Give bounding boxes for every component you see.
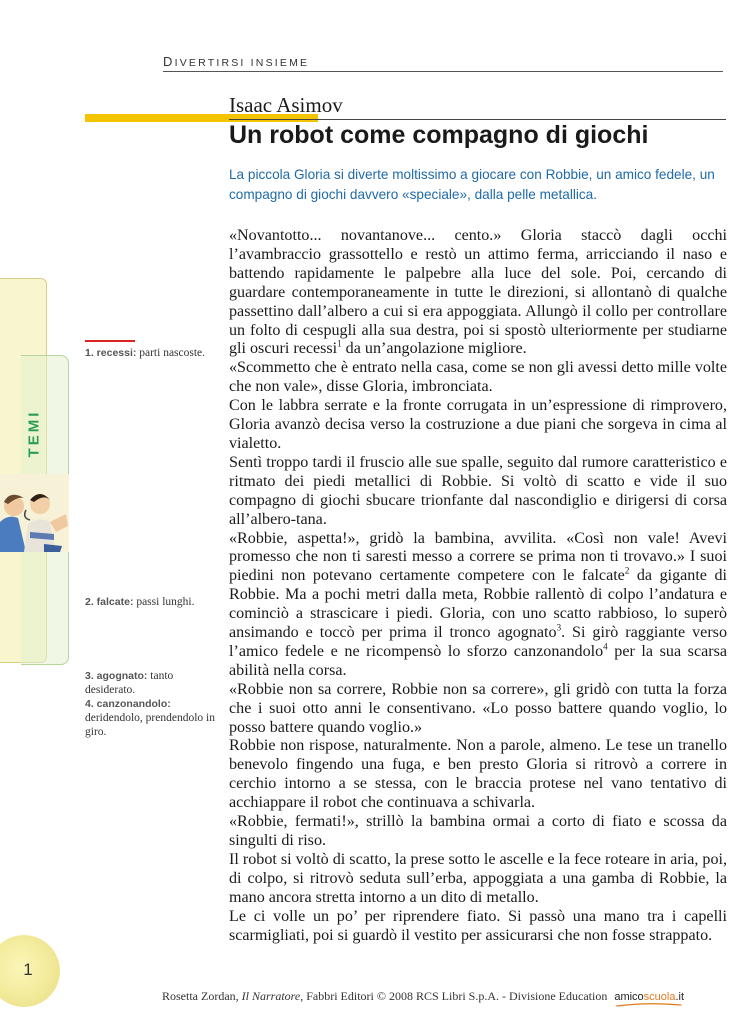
footnote-4: 4. canzonandolo: deridendolo, prendendolo in giro. (85, 698, 215, 738)
footnote-ref-2[interactable]: 2 (624, 565, 630, 576)
story-text (229, 227, 727, 945)
page-number: 1 (23, 960, 33, 979)
header-divider (163, 71, 723, 72)
side-tab-temi[interactable] (0, 398, 68, 468)
paragraph: Robbie non rispose, naturalmente. Non a parole, almeno. Le tese un tranello benevolo fingendo una fuga, e ben presto Gloria si ritrovò a correre in cerchio intorno a se stessa, con le braccia protese nel vano tentativo di acchiappare il robot che continuava a schivarla. (229, 737, 727, 812)
footnote-ref-3[interactable]: 3 (556, 622, 562, 633)
work-title: Il Narratore (241, 989, 301, 1003)
section-label-initial: D (163, 54, 175, 69)
footnote-ref-1[interactable]: 1 (337, 339, 342, 350)
footnote-2: 2. falcate: passi lunghi. (85, 596, 195, 608)
author-name: Isaac Asimov (229, 93, 343, 117)
paragraph: «Novantotto... novantanove... cento.» Gloria staccò dagli occhi l’avambraccio grassottello e restò un attimo ferma, arricciando il naso e battendo rapidamente le palpebre alla luce del sole. Poi, cercando di guardare contemporaneamente in tutte le direzioni, si allontanò di qualche passettino dall’albero a cui si era appoggiata. Allungò il collo per controllare un folto di cespugli alla sua destra, poi si spostò ulteriormente per studiarne gli oscuri recessi$^1$ da un’angolazione migliore. (229, 227, 727, 358)
intro-text: La piccola Gloria si diverte moltissimo a giocare con Robbie, un amico fedele, un compagno di giochi davvero «speciale», dalla pelle metallica. (229, 167, 715, 202)
paragraph: «Robbie, aspetta!», gridò la bambina, avvilita. «Così non vale! Avevi promesso che non ti saresti messo a correre se prima non ti trovavo.» I suoi piedini non potevano certamente competere con le falcate$^2$ da gigante di Robbie. Ma a pochi metri dalla meta, Robbie rallentò di colpo l’andatura e cominciò a strascicare i piedi. Gloria, con uno scatto rabbioso, lo superò ansimando e toccò per prima il tronco agognato$^3$. Si girò raggiante verso l’amico fedele e ne ricompensò lo sforzo canzonandolo$^4$ per la sua scarsa abilità nella corsa. (229, 529, 727, 679)
side-tab-label: TEMI (25, 409, 43, 457)
footnote-3: 3. agognato: tanto desiderato. (85, 670, 174, 696)
footnote-ref-4[interactable]: 4 (603, 641, 608, 652)
paragraph: «Robbie, fermati!», strillò la bambina ormai a corto di fiato e scossa da singulti di riso. (229, 813, 727, 849)
paragraph: «Scommetto che è entrato nella casa, come se non gli avessi detto mille volte che non vale», disse Gloria, imbronciata. (229, 359, 727, 396)
paragraph: «Robbie non sa correre, Robbie non sa correre», gli gridò con tutta la forza che i suoi otto anni le consentivano. «Lo posso battere quando voglio, lo posso battere quando voglio.» (229, 680, 727, 736)
section-label (163, 54, 309, 69)
paragraph: Il robot si voltò di scatto, la prese sotto le ascelle e la fece roteare in aria, poi, di colpo, si ritrovò seduta sull’erba, appoggiata a una gamba di Robbie, la mano ancora stretta intorno a un dito di metallo. (229, 850, 727, 906)
paragraph: Con le labbra serrate e la fronte corrugata in un’espressione di rimprovero, Gloria avanzò decisa verso la costruzione a due piani che sorgeva in cima al vialetto. (229, 397, 727, 452)
paragraph: Sentì troppo tardi il fruscio alle sue spalle, seguito dal rumore caratteristico e ritmato dei piedi metallici di Robbie. Si voltò di scatto e vide il suo compagno di giochi sbucare trionfante dal nascondiglio e dirigersi di corsa all’albero-tana. (229, 453, 727, 528)
brand-swoosh-icon (614, 1003, 684, 1007)
notes-divider (85, 340, 135, 342)
page-title: Un robot come compagno di giochi (229, 121, 649, 149)
brand-logo[interactable]: amicoscuola.it (614, 991, 684, 1003)
children-illustration-icon (0, 474, 69, 552)
paragraph: Le ci volle un po’ per riprendere fiato. Si passò una mano tra i capelli scarmigliati, poi si guardò il vestito per assicurarsi che non fosse strappato. (229, 907, 727, 944)
section-label-rest: IVERTIRSI INSIEME (174, 57, 310, 69)
footnote-1: 1. recessi: parti nascoste. (85, 347, 206, 359)
title-divider (229, 119, 726, 120)
footer-credit: Rosetta Zordan, Il Narratore, Fabbri Editori © 2008 RCS Libri S.p.A. - Divisione Education amicoscuola.it (162, 989, 722, 1004)
